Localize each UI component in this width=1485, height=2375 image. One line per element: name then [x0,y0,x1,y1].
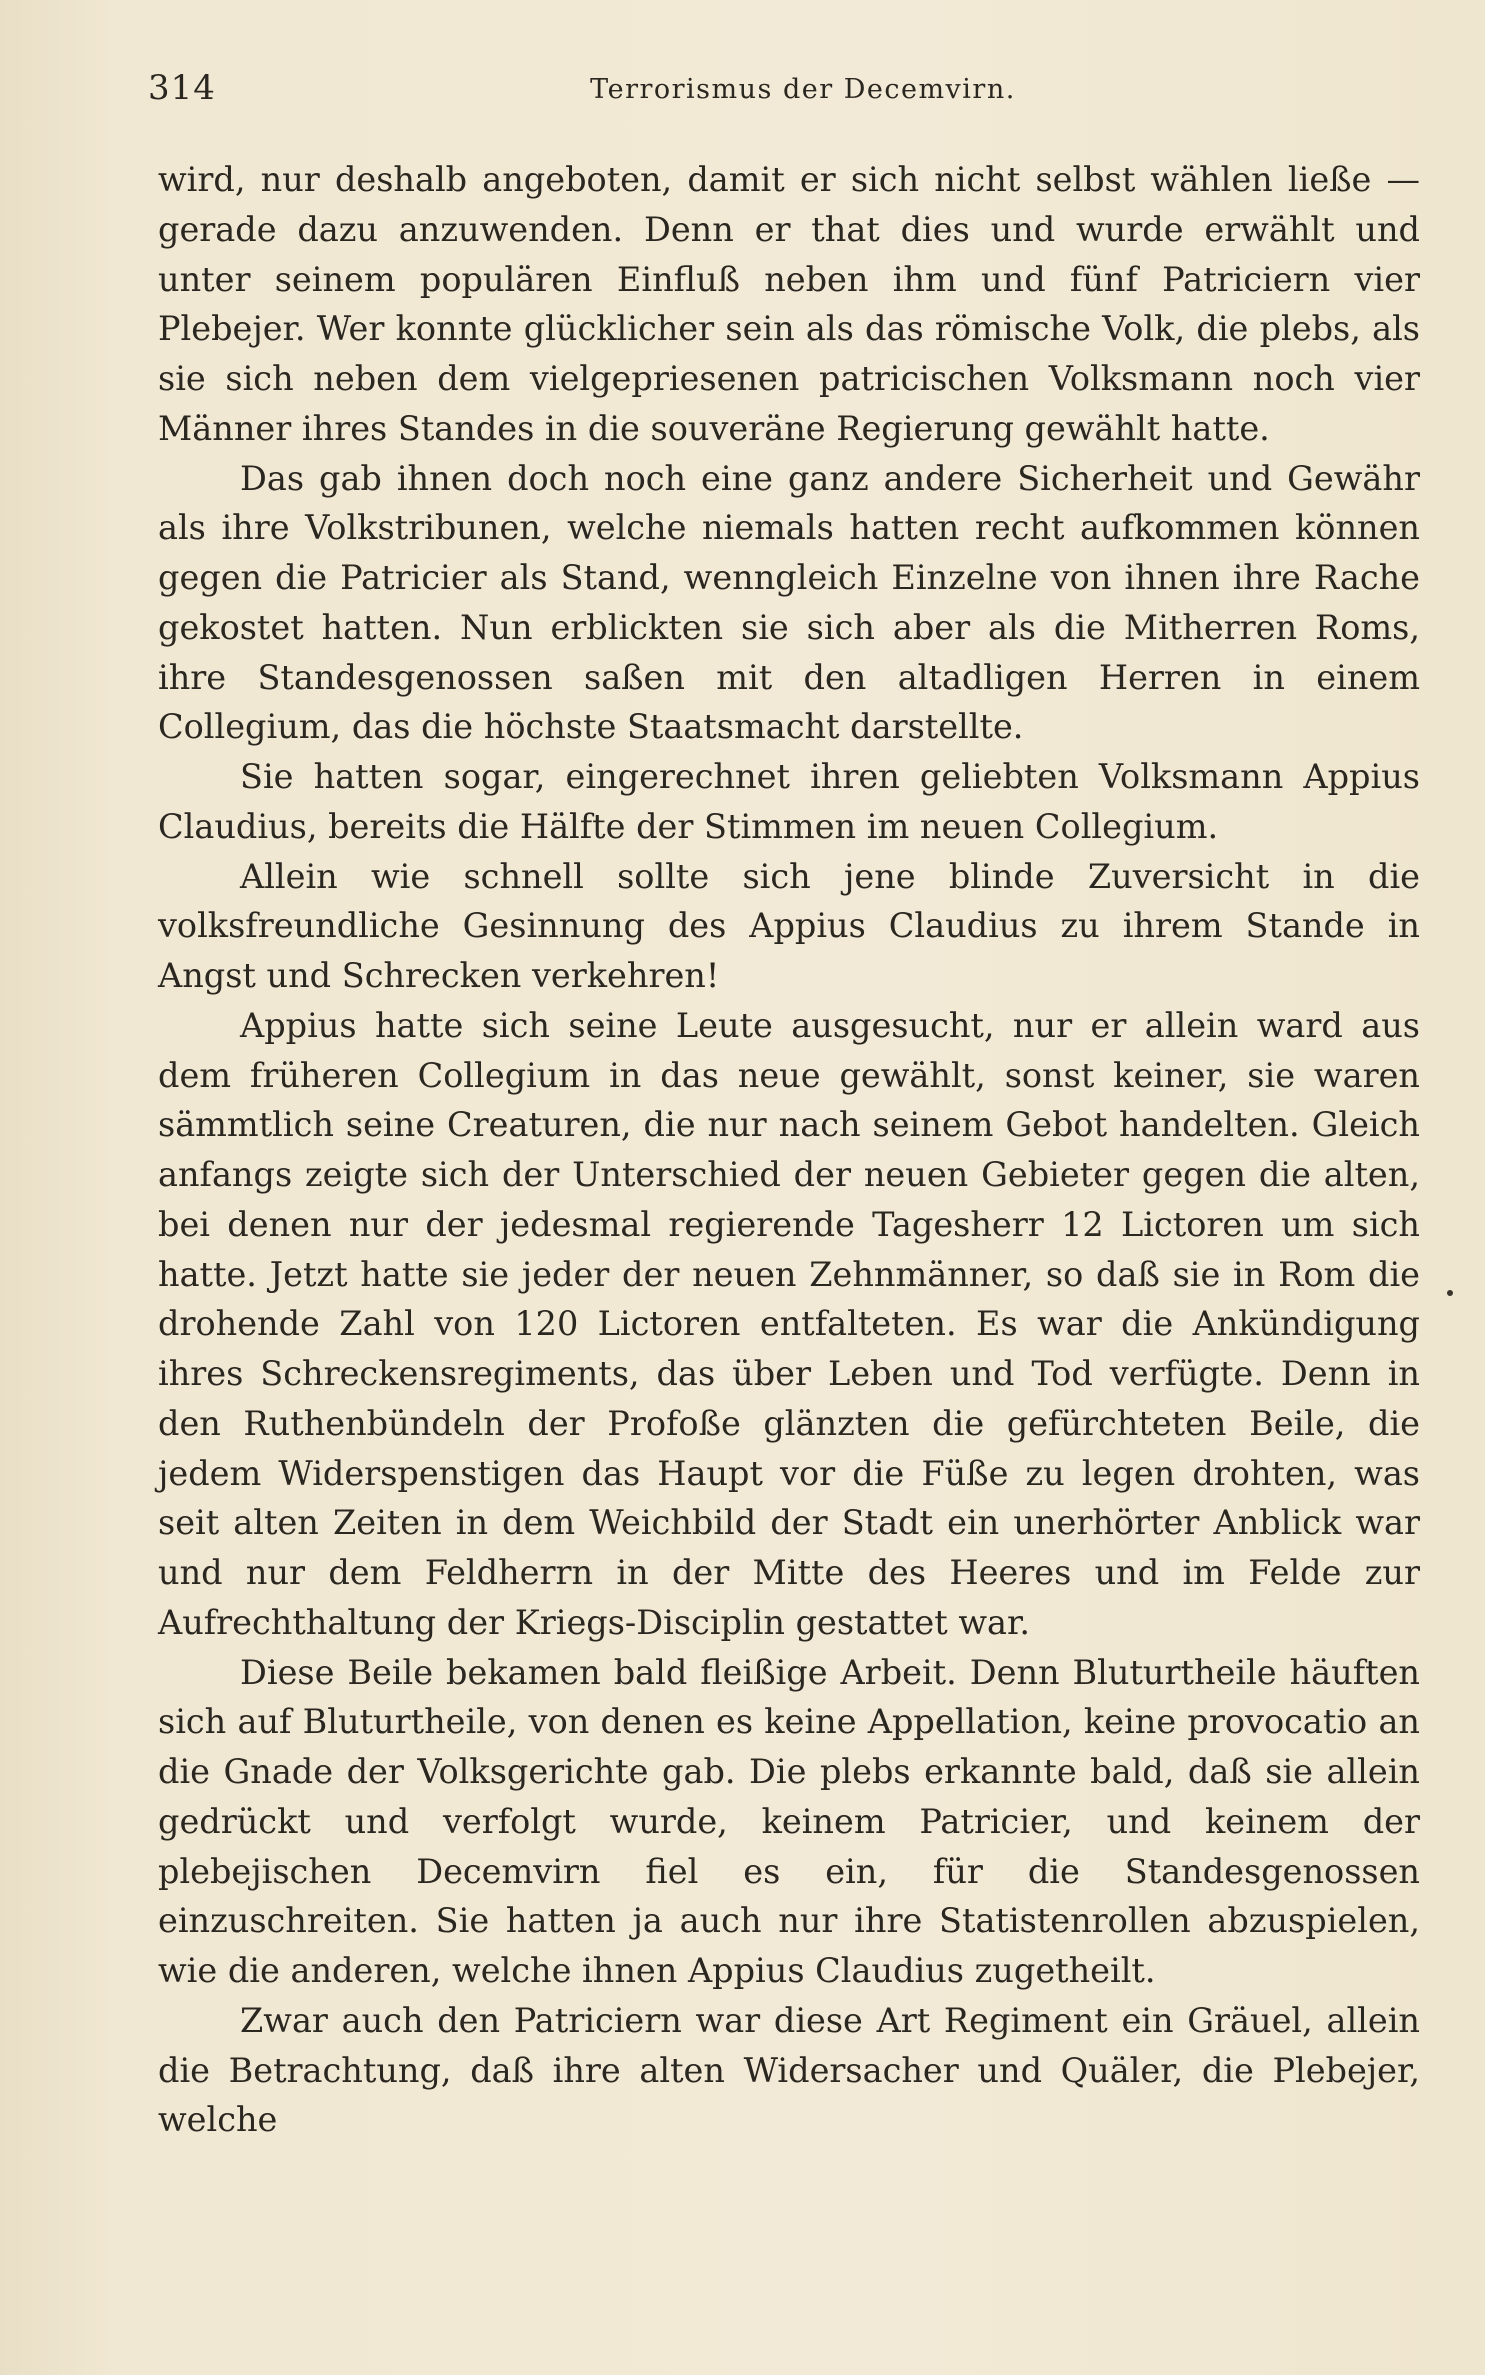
paragraph: Diese Beile bekamen bald fleißige Arbeit. Denn Bluturtheile häuften sich auf Bluturtheile, von denen es keine Appellation, keine provocatio an die Gnade der Volksgerichte gab. Die plebs erkannte bald, daß sie allein gedrückt und verfolgt wurde, keinem Patricier, und keinem der plebejischen Decemvirn fiel es ein, für die Standesgenossen einzuschreiten. Sie hatten ja auch nur ihre Statistenrollen abzuspielen, wie die anderen, welche ihnen Appius Claudius zugetheilt. [158,1652,1420,1990]
paragraph: Zwar auch den Patriciern war diese Art Regiment ein Gräuel, allein die Betrachtung, daß ihre alten Widersacher und Quäler, die Plebejer, welche [158,2000,1420,2140]
paragraph: Sie hatten sogar, eingerechnet ihren geliebten Volksmann Appius Claudius, bereits die Hälfte der Stimmen im neuen Collegium. [158,757,1420,846]
margin-mark [1447,1290,1453,1296]
paragraph: Das gab ihnen doch noch eine ganz andere Sicherheit und Gewähr als ihre Volkstribunen, welche niemals hatten recht aufkommen können gegen die Patricier als Stand, wenngleich Einzelne von ihnen ihre Rache gekostet hatten. Nun erblickten sie sich aber als die Mitherren Roms, ihre Standesgenossen saßen mit den altadligen Herren in einem Collegium, das die höchste Staatsmacht darstellte. [158,458,1420,747]
page-number: 314 [148,68,216,108]
paragraph: Allein wie schnell sollte sich jene blinde Zuversicht in die volksfreundliche Gesinnung des Appius Claudius zu ihrem Stande in Angst und Schrecken verkehren! [158,856,1420,995]
paragraph: wird, nur deshalb angeboten, damit er sich nicht selbst wählen ließe — gerade dazu anzuwenden. Denn er that dies und wurde erwählt und unter seinem populären Einfluß neben ihm und fünf Patriciern vier Plebejer. Wer konnte glücklicher sein als das römische Volk, die plebs, als sie sich neben dem vielgepriesenen patricischen Volksmann noch vier Männer ihres Standes in die souveräne Regierung gewählt hatte. [158,160,1420,448]
running-title: Terrorismus der Decemvirn. [590,74,1016,105]
page-header [148,68,1418,118]
paragraph: Appius hatte sich seine Leute ausgesucht, nur er allein ward aus dem früheren Collegium in das neue gewählt, sonst keiner, sie waren sämmtlich seine Creaturen, die nur nach seinem Gebot handelten. Gleich anfangs zeigte sich der Unterschied der neuen Gebieter gegen die alten, bei denen nur der jedesmal regierende Tagesherr 12 Lictoren um sich hatte. Jetzt hatte sie jeder der neuen Zehnmänner, so daß sie in Rom die drohende Zahl von 120 Lictoren entfalteten. Es war die Ankündigung ihres Schreckensregiments, das über Leben und Tod verfügte. Denn in den Ruthenbündeln der Profoße glänzten die gefürchteten Beile, die jedem Widerspenstigen das Haupt vor die Füße zu legen drohten, was seit alten Zeiten in dem Weichbild der Stadt ein unerhörter Anblick war und nur dem Feldherrn in der Mitte des Heeres und im Felde zur Aufrechthaltung der Kriegs-Disciplin gestattet war. [158,1005,1420,1642]
body-text [158,155,1420,2145]
